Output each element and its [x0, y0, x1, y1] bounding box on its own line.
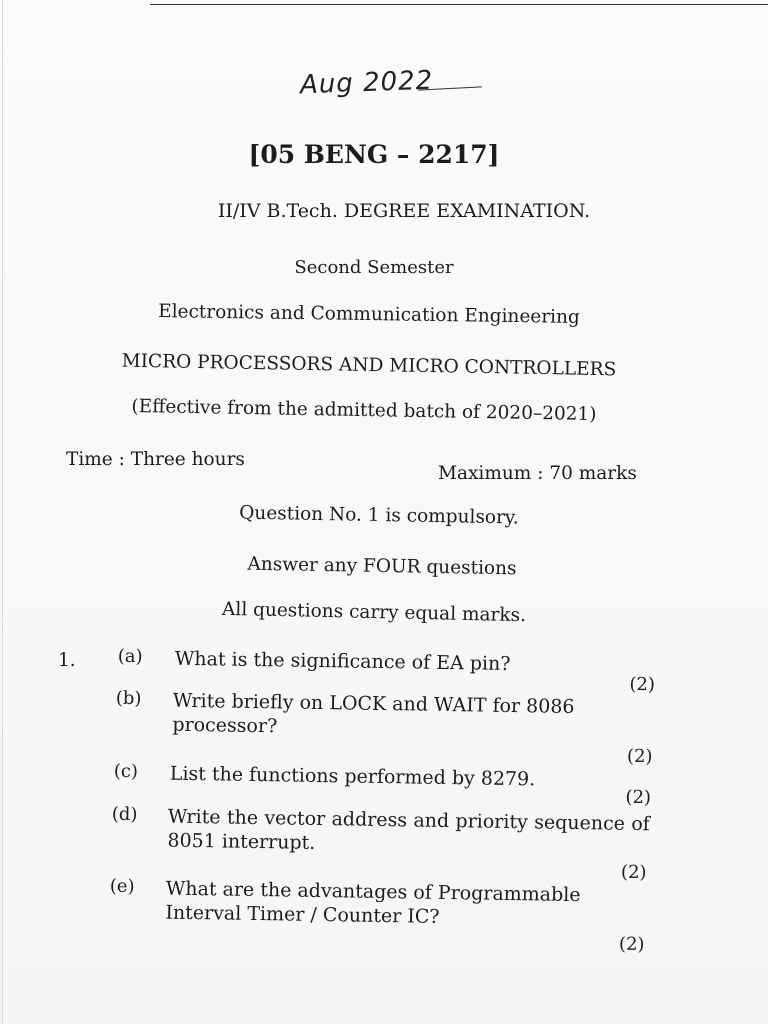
- question-number: 1.: [58, 650, 76, 671]
- degree-title: II/IV B.Tech. DEGREE EXAMINATION.: [217, 200, 591, 222]
- part-label: (c): [113, 760, 139, 783]
- instruction-compulsory: Question No. 1 is compulsory.: [239, 502, 519, 529]
- part-marks: (2): [629, 673, 656, 696]
- part-text: What are the advantages of Programmable Interval Timer / Counter IC?: [165, 877, 581, 928]
- part-marks: (2): [620, 861, 647, 884]
- subject-title: MICRO PROCESSORS AND MICRO CONTROLLERS: [121, 350, 617, 381]
- effective-batch: (Effective from the admitted batch of 2020–2021): [131, 395, 597, 426]
- question-part: [0, 644, 768, 696]
- question-part: [0, 802, 768, 884]
- part-label: (e): [109, 875, 135, 898]
- part-marks: (2): [625, 786, 652, 809]
- part-text: List the functions performed by 8279.: [169, 762, 536, 791]
- question-part: [0, 759, 768, 809]
- page-edge-line: [150, 4, 768, 5]
- part-text: What is the significance of EA pin?: [174, 647, 511, 675]
- question-part: [0, 874, 768, 956]
- semester-label: Second Semester: [294, 257, 454, 278]
- instruction-equal-marks: All questions carry equal marks.: [221, 598, 527, 627]
- handwritten-date: Aug 2022: [299, 65, 434, 101]
- part-marks: (2): [618, 933, 645, 956]
- exam-duration: Time : Three hours: [66, 449, 245, 470]
- instruction-answer-any: Answer any FOUR questions: [247, 553, 517, 580]
- part-label: (b): [115, 687, 142, 710]
- branch-label: Electronics and Communication Engineering: [158, 301, 580, 328]
- paper-code: [05 BENG – 2217]: [248, 140, 500, 169]
- part-label: (d): [111, 803, 138, 826]
- part-marks: (2): [626, 745, 653, 768]
- part-text: Write the vector address and priority sequence of 8051 interrupt.: [167, 805, 650, 854]
- part-label: (a): [117, 645, 143, 668]
- part-text: Write briefly on LOCK and WAIT for 8086 processor?: [172, 689, 575, 738]
- maximum-marks: Maximum : 70 marks: [438, 463, 637, 484]
